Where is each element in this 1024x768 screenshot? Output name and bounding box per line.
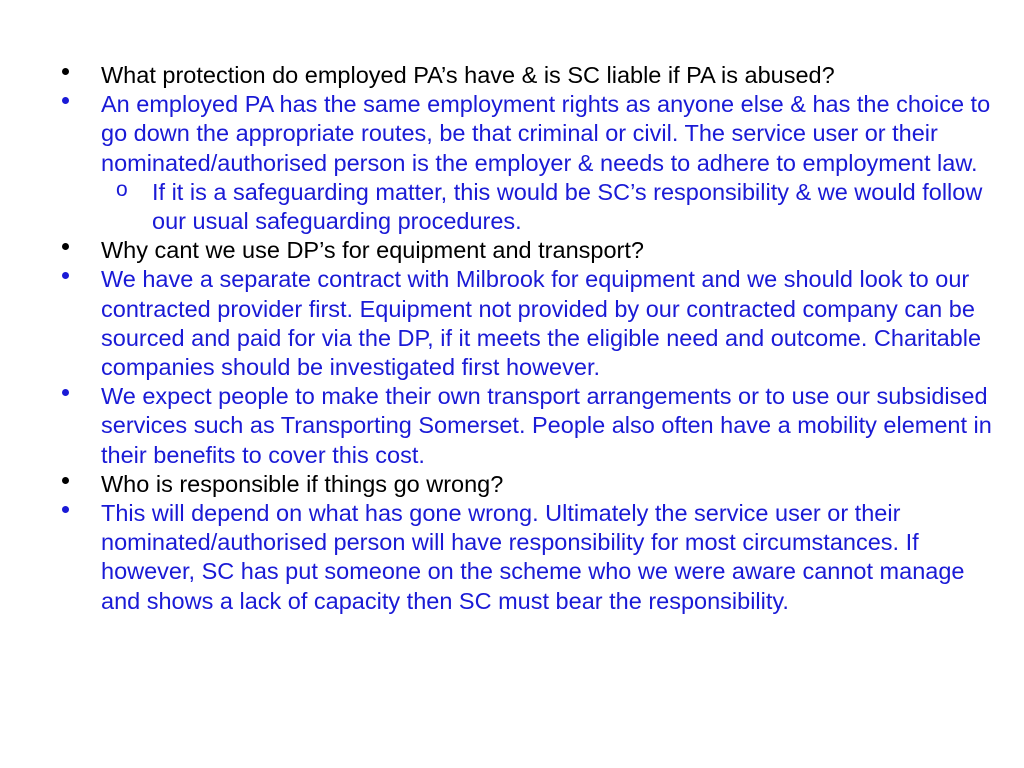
bullet-ring-icon: o <box>116 177 128 201</box>
answer-subtext: If it is a safeguarding matter, this would be SC’s responsibility & we would follow our usual safeguarding procedures. <box>152 178 983 235</box>
answer-text: We have a separate contract with Milbrook for equipment and we should look to our contracted provider first. Equipment not provided by our contracted company can be sourced and paid for via the DP, if it meets the eligible need and outcome. Charitable companies should be investigated first however. <box>101 266 982 381</box>
answer-text: We expect people to make their own transport arrangements or to use our subsidised services such as Transporting Somerset. People also often have a mobility element in their benefits to cover this cost. <box>101 383 992 468</box>
question-item <box>58 470 998 499</box>
answer-item <box>58 499 998 616</box>
question-item <box>58 61 998 90</box>
question-text: What protection do employed PA’s have & is SC liable if PA is abused? <box>101 62 835 88</box>
answer-item <box>58 382 998 470</box>
answer-item <box>58 265 998 382</box>
question-text: Why cant we use DP’s for equipment and transport? <box>101 237 644 264</box>
answer-item <box>58 90 998 178</box>
answer-text: This will depend on what has gone wrong. Ultimately the service user or their nominated/authorised person will have responsibility for most circumstances. If however, SC has put someone on the scheme who we were aware cannot manage and shows a lack of capacity then SC must bear the responsibility. <box>101 500 965 614</box>
answer-subitem <box>58 178 998 236</box>
bullet-list <box>58 61 998 616</box>
question-item <box>58 236 998 265</box>
question-text: Who is responsible if things go wrong? <box>101 470 504 497</box>
answer-text: An employed PA has the same employment rights as anyone else & has the choice to go down the appropriate routes, be that criminal or civil. The service user or their nominated/authorised person is the employer & needs to adhere to employment law. <box>101 91 991 176</box>
